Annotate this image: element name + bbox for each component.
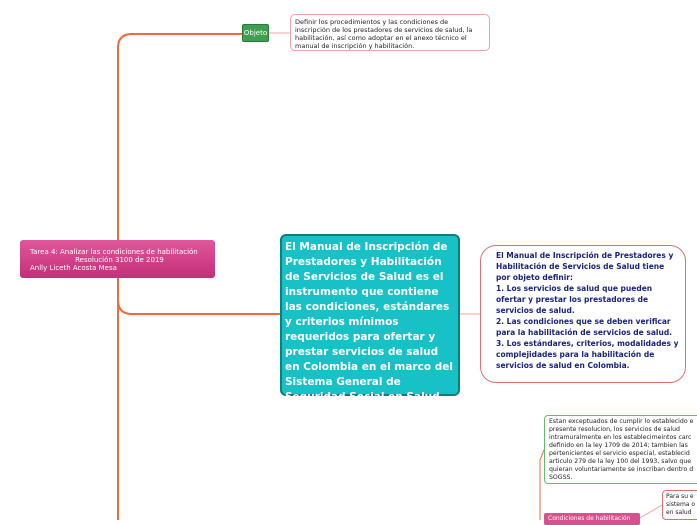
root-title: Tarea 4: Analizar las condiciones de habilitación	[30, 248, 198, 256]
root-topic[interactable]	[20, 240, 215, 278]
condiciones-description[interactable]: Para su e sistema o en salud	[662, 490, 697, 520]
branch-to-manual	[118, 278, 280, 314]
excepciones-note[interactable]: Estan exceptuados de cumplir lo establecido e presente resolucion, los servicios de salud intramuralmente en los establecimeintos carc definido en la ley 1709 de 2014; tambien las pertenicientes el servicio especial, establecid articulo 279 de la ley 100 del 1993, salvo que quieran voluntariamente se inscriban dentro d SOGSS.	[544, 415, 697, 484]
manual-detail-item-3: 3. Los estándares, criterios, modalidades y complejidades para la habilitación de servicios de salud en Colombia.	[496, 339, 679, 370]
manual-detail-item-2: 2. Las condiciones que se deben verificar para la habilitación de servicios de salud.	[496, 317, 673, 337]
root-author: Anlly Liceth Acosta Mesa	[30, 264, 117, 272]
condiciones-topic[interactable]: Condiciones de habilitación	[544, 513, 640, 525]
manual-topic[interactable]: El Manual de Inscripción de Prestadores y Habilitación de Servicios de Salud es el instrumento que contiene las condiciones, estándares y criterios mínimos requeridos para ofertar y prestar servicios de salud en Colombia en el marco del Sistema General de Seguridad Social en Salud.	[280, 234, 460, 396]
link-small-desc	[640, 505, 662, 518]
objeto-description[interactable]: Definir los procedimientos y las condiciones de inscripción de los prestadores de servicios de salud, la habilitación, así como adoptar en el anexo técnico el manual de inscripción y habilitación.	[290, 14, 490, 51]
manual-detail-item-1: 1. Los servicios de salud que pueden ofertar y prestar los prestadores de servicios de salud.	[496, 284, 653, 315]
root-subtitle: Resolución 3100 de 2019	[75, 256, 164, 264]
objeto-topic[interactable]: Objeto	[242, 24, 269, 42]
manual-detail-intro: El Manual de Inscripción de Prestadores y Habilitación de Servicios de Salud tiene por objeto definir:	[496, 251, 674, 282]
manual-detail[interactable]	[480, 245, 686, 383]
branch-trunk	[118, 34, 242, 240]
